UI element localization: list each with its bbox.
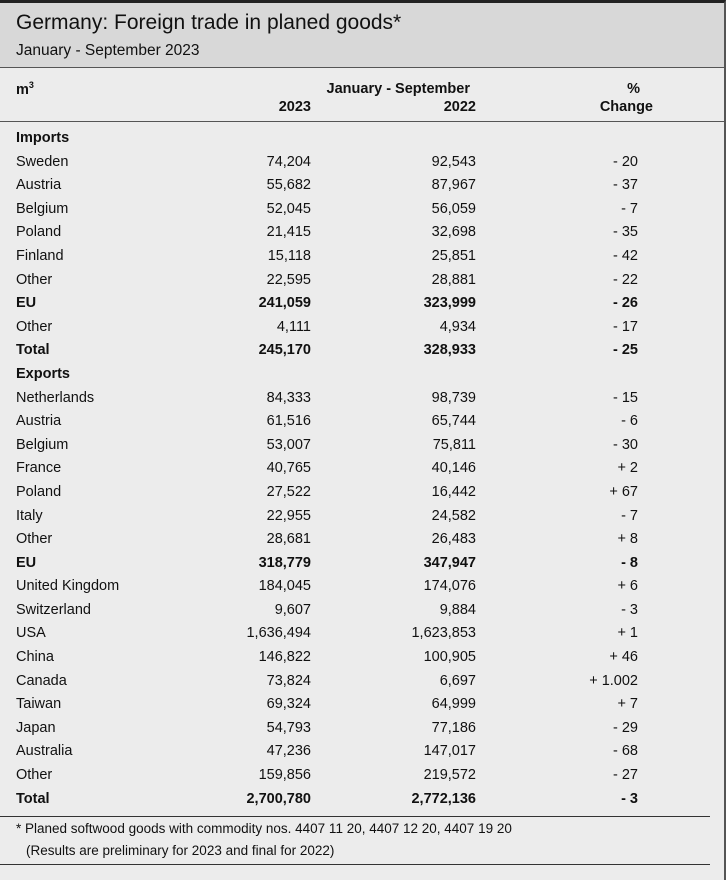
table-row	[0, 599, 724, 623]
table-row	[0, 457, 724, 481]
value-2023: 318,779	[258, 554, 311, 571]
period-header: January - September	[326, 81, 470, 97]
section-heading-row	[0, 127, 724, 151]
percent-change: - 15	[613, 389, 638, 406]
value-2022: 40,146	[431, 460, 476, 477]
value-2022: 56,059	[431, 200, 476, 217]
table-row	[0, 764, 724, 788]
value-2023: 21,415	[266, 224, 311, 241]
value-2022: 16,442	[431, 483, 476, 500]
value-2023: 74,204	[266, 153, 311, 170]
percent-change: - 27	[613, 767, 638, 784]
table-row	[0, 339, 724, 363]
value-2022: 323,999	[423, 295, 476, 312]
percent-change: - 3	[621, 790, 638, 807]
row-label: Belgium	[16, 436, 69, 453]
percent-change: - 22	[613, 271, 638, 288]
section-heading-row	[0, 363, 724, 387]
table-row	[0, 788, 724, 812]
value-2023: 184,045	[258, 578, 311, 595]
value-2023: 15,118	[267, 247, 311, 264]
value-2023: 27,522	[266, 483, 311, 500]
value-2022: 32,698	[431, 224, 476, 241]
value-2022: 100,905	[423, 649, 476, 666]
percent-header: %	[627, 81, 640, 97]
value-2023: 245,170	[258, 342, 311, 359]
value-2022: 26,483	[431, 531, 476, 548]
percent-change: - 17	[613, 318, 638, 335]
value-2022: 219,572	[423, 767, 476, 784]
row-label: United Kingdom	[16, 578, 120, 595]
percent-change: + 1	[617, 625, 638, 642]
percent-change: - 3	[621, 601, 638, 618]
row-label: Poland	[16, 224, 62, 241]
unit-header	[16, 80, 34, 98]
row-label: Other	[16, 767, 53, 784]
value-2022: 75,811	[432, 436, 476, 453]
row-label: USA	[16, 625, 46, 642]
value-2022: 174,076	[423, 578, 476, 595]
table-row	[0, 740, 724, 764]
header-divider	[0, 121, 724, 122]
value-2022: 65,744	[431, 413, 476, 430]
change-header: Change	[599, 99, 653, 115]
value-2023: 55,682	[266, 177, 311, 194]
value-2023: 22,955	[266, 507, 311, 524]
value-2022: 328,933	[423, 342, 476, 359]
table-row	[0, 670, 724, 694]
value-2022: 87,967	[431, 177, 476, 194]
table-row	[0, 481, 724, 505]
table-row	[0, 174, 724, 198]
table-row	[0, 316, 724, 340]
percent-change: - 6	[621, 413, 638, 430]
percent-change: + 67	[609, 483, 638, 500]
footnote-rule	[0, 864, 710, 865]
table-row	[0, 717, 724, 741]
table-row	[0, 505, 724, 529]
row-label: Exports	[16, 365, 70, 382]
page-subtitle: January - September 2023	[16, 42, 200, 59]
row-label: Other	[16, 531, 53, 548]
value-2023: 22,595	[266, 271, 311, 288]
value-2023: 146,822	[258, 649, 311, 666]
row-label: Imports	[16, 130, 70, 146]
value-2022: 24,582	[431, 507, 476, 524]
value-2022: 1,623,853	[411, 625, 476, 642]
value-2023: 40,765	[266, 460, 311, 477]
percent-change: + 7	[617, 696, 638, 713]
row-label: Belgium	[16, 200, 69, 217]
row-label: Other	[16, 318, 53, 335]
value-2022: 347,947	[423, 554, 476, 571]
value-2023: 54,793	[266, 719, 311, 736]
table-row	[0, 575, 724, 599]
row-label: Poland	[16, 483, 62, 500]
value-2022: 4,934	[439, 318, 476, 335]
row-label: EU	[16, 295, 37, 312]
value-2023: 69,324	[266, 696, 311, 713]
year2-header: 2022	[443, 99, 476, 115]
table-row	[0, 151, 724, 175]
value-2022: 2,772,136	[411, 790, 476, 807]
row-label: Netherlands	[16, 389, 95, 406]
row-label: Australia	[16, 743, 73, 760]
value-2023: 2,700,780	[246, 790, 311, 807]
table-row	[0, 693, 724, 717]
value-2023: 53,007	[266, 436, 311, 453]
value-2022: 9,884	[439, 601, 476, 618]
percent-change: - 30	[613, 436, 638, 453]
table-row	[0, 646, 724, 670]
row-label: Austria	[16, 413, 62, 430]
percent-change: - 25	[613, 342, 638, 359]
row-label: Total	[16, 790, 50, 807]
row-label: Japan	[16, 719, 56, 736]
year1-header: 2023	[278, 99, 311, 115]
value-2023: 28,681	[266, 531, 311, 548]
table-row	[0, 410, 724, 434]
table-bottom-rule	[0, 816, 710, 817]
percent-change: + 1.002	[589, 672, 638, 689]
row-label: Taiwan	[16, 696, 62, 713]
value-2023: 241,059	[258, 295, 311, 312]
percent-change: - 20	[613, 153, 638, 170]
row-label: China	[16, 649, 54, 666]
row-label: France	[16, 460, 62, 477]
unit-superscript: 3	[28, 80, 34, 90]
percent-change: - 35	[613, 224, 638, 241]
value-2022: 92,543	[431, 153, 476, 170]
value-2023: 73,824	[266, 672, 311, 689]
percent-change: + 46	[609, 649, 638, 666]
value-2022: 25,851	[431, 247, 476, 264]
value-2023: 52,045	[266, 200, 311, 217]
table-header	[0, 3, 724, 68]
row-label: EU	[16, 554, 37, 571]
value-2023: 9,607	[274, 601, 311, 618]
table-body	[0, 127, 724, 811]
value-2022: 28,881	[431, 271, 476, 288]
row-label: Austria	[16, 177, 62, 194]
table-row	[0, 622, 724, 646]
unit-label: m	[16, 82, 29, 98]
value-2023: 159,856	[258, 767, 311, 784]
row-label: Canada	[16, 672, 67, 689]
percent-change: - 26	[613, 295, 638, 312]
percent-change: - 8	[621, 554, 638, 571]
table-row	[0, 292, 724, 316]
value-2023: 84,333	[266, 389, 311, 406]
value-2023: 47,236	[266, 743, 311, 760]
percent-change: - 42	[613, 247, 638, 264]
row-label: Italy	[16, 507, 43, 524]
footnote-line-1: * Planed softwood goods with commodity nos. 4407 11 20, 4407 12 20, 4407 19 20	[16, 821, 512, 836]
table-row	[0, 528, 724, 552]
value-2022: 6,697	[439, 672, 476, 689]
table-row	[0, 269, 724, 293]
percent-change: - 7	[621, 200, 638, 217]
percent-change: + 6	[617, 578, 638, 595]
row-label: Sweden	[16, 153, 69, 170]
value-2022: 64,999	[431, 696, 476, 713]
value-2023: 1,636,494	[246, 625, 311, 642]
percent-change: - 37	[613, 177, 638, 194]
row-label: Switzerland	[16, 601, 91, 618]
value-2022: 98,739	[431, 389, 476, 406]
value-2022: 147,017	[423, 743, 476, 760]
percent-change: + 8	[617, 531, 638, 548]
percent-change: - 68	[613, 743, 638, 760]
table-row	[0, 434, 724, 458]
page-title: Germany: Foreign trade in planed goods*	[16, 11, 402, 34]
percent-change: - 29	[613, 719, 638, 736]
value-2022: 77,186	[431, 719, 476, 736]
row-label: Finland	[16, 247, 64, 264]
table-row	[0, 387, 724, 411]
row-label: Total	[16, 342, 50, 359]
value-2023: 4,111	[276, 318, 311, 335]
row-label: Other	[16, 271, 53, 288]
percent-change: + 2	[617, 460, 638, 477]
table-row	[0, 245, 724, 269]
percent-change: - 7	[621, 507, 638, 524]
table-row	[0, 198, 724, 222]
table-row	[0, 221, 724, 245]
value-2023: 61,516	[266, 413, 311, 430]
footnote-line-2: (Results are preliminary for 2023 and final for 2022)	[26, 843, 335, 858]
table-row	[0, 552, 724, 576]
